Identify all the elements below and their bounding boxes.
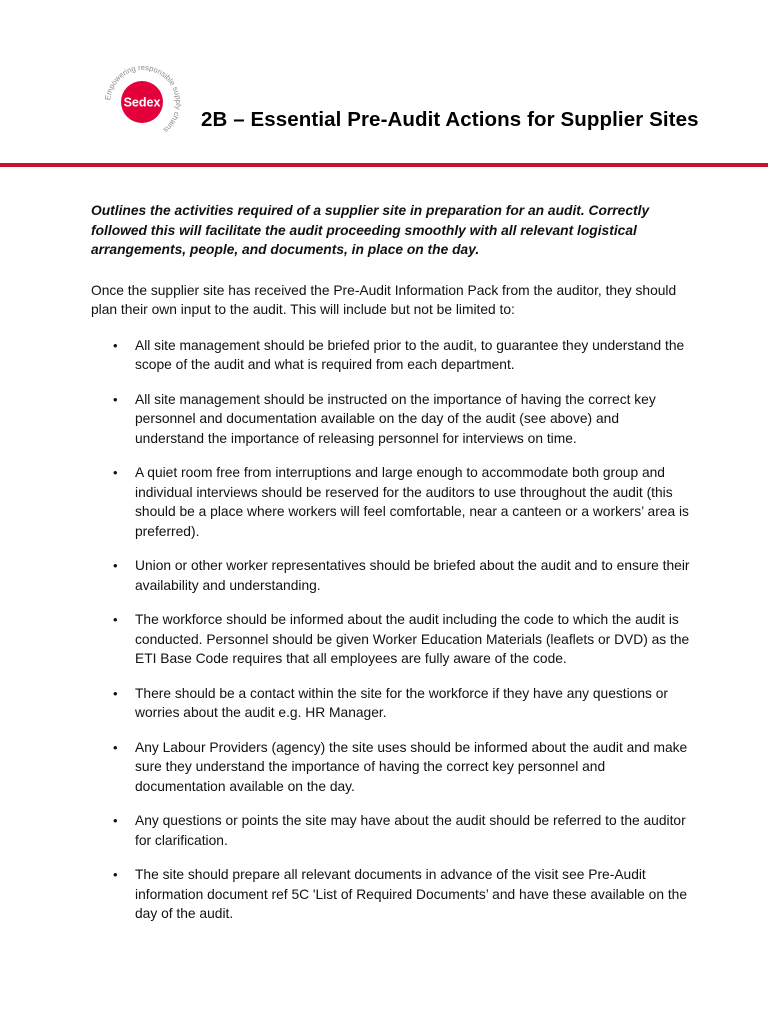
list-item bbox=[91, 556, 691, 595]
list-item bbox=[91, 610, 691, 669]
list-item bbox=[91, 390, 691, 449]
sedex-logo bbox=[90, 50, 194, 154]
list-item bbox=[91, 463, 691, 541]
list-item bbox=[91, 865, 691, 924]
list-item-text: The workforce should be informed about the audit including the code to which the audit is conducted. Personnel should be given Worker Education Materials (leaflets or DVD) as the ETI Base Code requires that all employees are fully aware of the code. bbox=[135, 612, 690, 666]
document-body bbox=[91, 201, 691, 939]
list-item-text: Union or other worker representatives should be briefed about the audit and to ensure their availability and understanding. bbox=[135, 558, 690, 593]
list-item-text: A quiet room free from interruptions and large enough to accommodate both group and individual interviews should be reserved for the auditors to use throughout the audit (this should be a place where workers will feel comfortable, near a canteen or a workers’ area is preferred). bbox=[135, 465, 689, 539]
action-list bbox=[91, 336, 691, 924]
sedex-logo-brand: Sedex bbox=[123, 95, 161, 110]
header-rule bbox=[0, 163, 768, 167]
sedex-logo-tagline: Empowering responsible supply chains bbox=[103, 63, 184, 135]
bullet-icon: • bbox=[113, 813, 118, 828]
page-title: 2B – Essential Pre-Audit Actions for Supplier Sites bbox=[201, 108, 699, 131]
bullet-icon: • bbox=[113, 867, 118, 882]
bullet-icon: • bbox=[113, 391, 118, 407]
bullet-icon: • bbox=[113, 739, 118, 755]
bullet-icon: • bbox=[113, 558, 118, 573]
bullet-icon: • bbox=[113, 685, 118, 701]
list-item-text: There should be a contact within the site for the workforce if they have any questions or worries about the audit e.g. HR Manager. bbox=[135, 685, 669, 720]
list-item-text: All site management should be instructed on the importance of having the correct key personnel and documentation available on the day of the audit (see above) and understand the importance of releasing personnel for interviews on time. bbox=[135, 391, 656, 446]
list-item-text: All site management should be briefed prior to the audit, to guarantee they understand the scope of the audit and what is required from each department. bbox=[135, 337, 685, 372]
list-item-text: Any questions or points the site may have about the audit should be referred to the auditor for clarification. bbox=[135, 813, 686, 848]
list-item bbox=[91, 811, 691, 850]
list-item bbox=[91, 738, 691, 797]
list-item-text: The site should prepare all relevant documents in advance of the visit see Pre-Audit information document ref 5C 'List of Required Documents’ and have these available on the day of the audit. bbox=[135, 867, 688, 921]
bullet-icon: • bbox=[113, 612, 118, 627]
lead-paragraph: Once the supplier site has received the Pre-Audit Information Pack from the auditor, they should plan their own input to the audit. This will include but not be limited to: bbox=[91, 282, 677, 317]
list-item bbox=[91, 336, 691, 375]
intro-paragraph: Outlines the activities required of a supplier site in preparation for an audit. Correctly followed this will facilitate the audit proceeding smoothly with all relevant logistical arrangements, people, and documents, in place on the day. bbox=[91, 203, 650, 257]
bullet-icon: • bbox=[113, 465, 118, 480]
list-item bbox=[91, 684, 691, 723]
list-item-text: Any Labour Providers (agency) the site uses should be informed about the audit and make sure they understand the importance of having the correct key personnel and documentation available on the day. bbox=[135, 739, 688, 794]
document-header bbox=[0, 0, 768, 168]
bullet-icon: • bbox=[113, 337, 118, 353]
